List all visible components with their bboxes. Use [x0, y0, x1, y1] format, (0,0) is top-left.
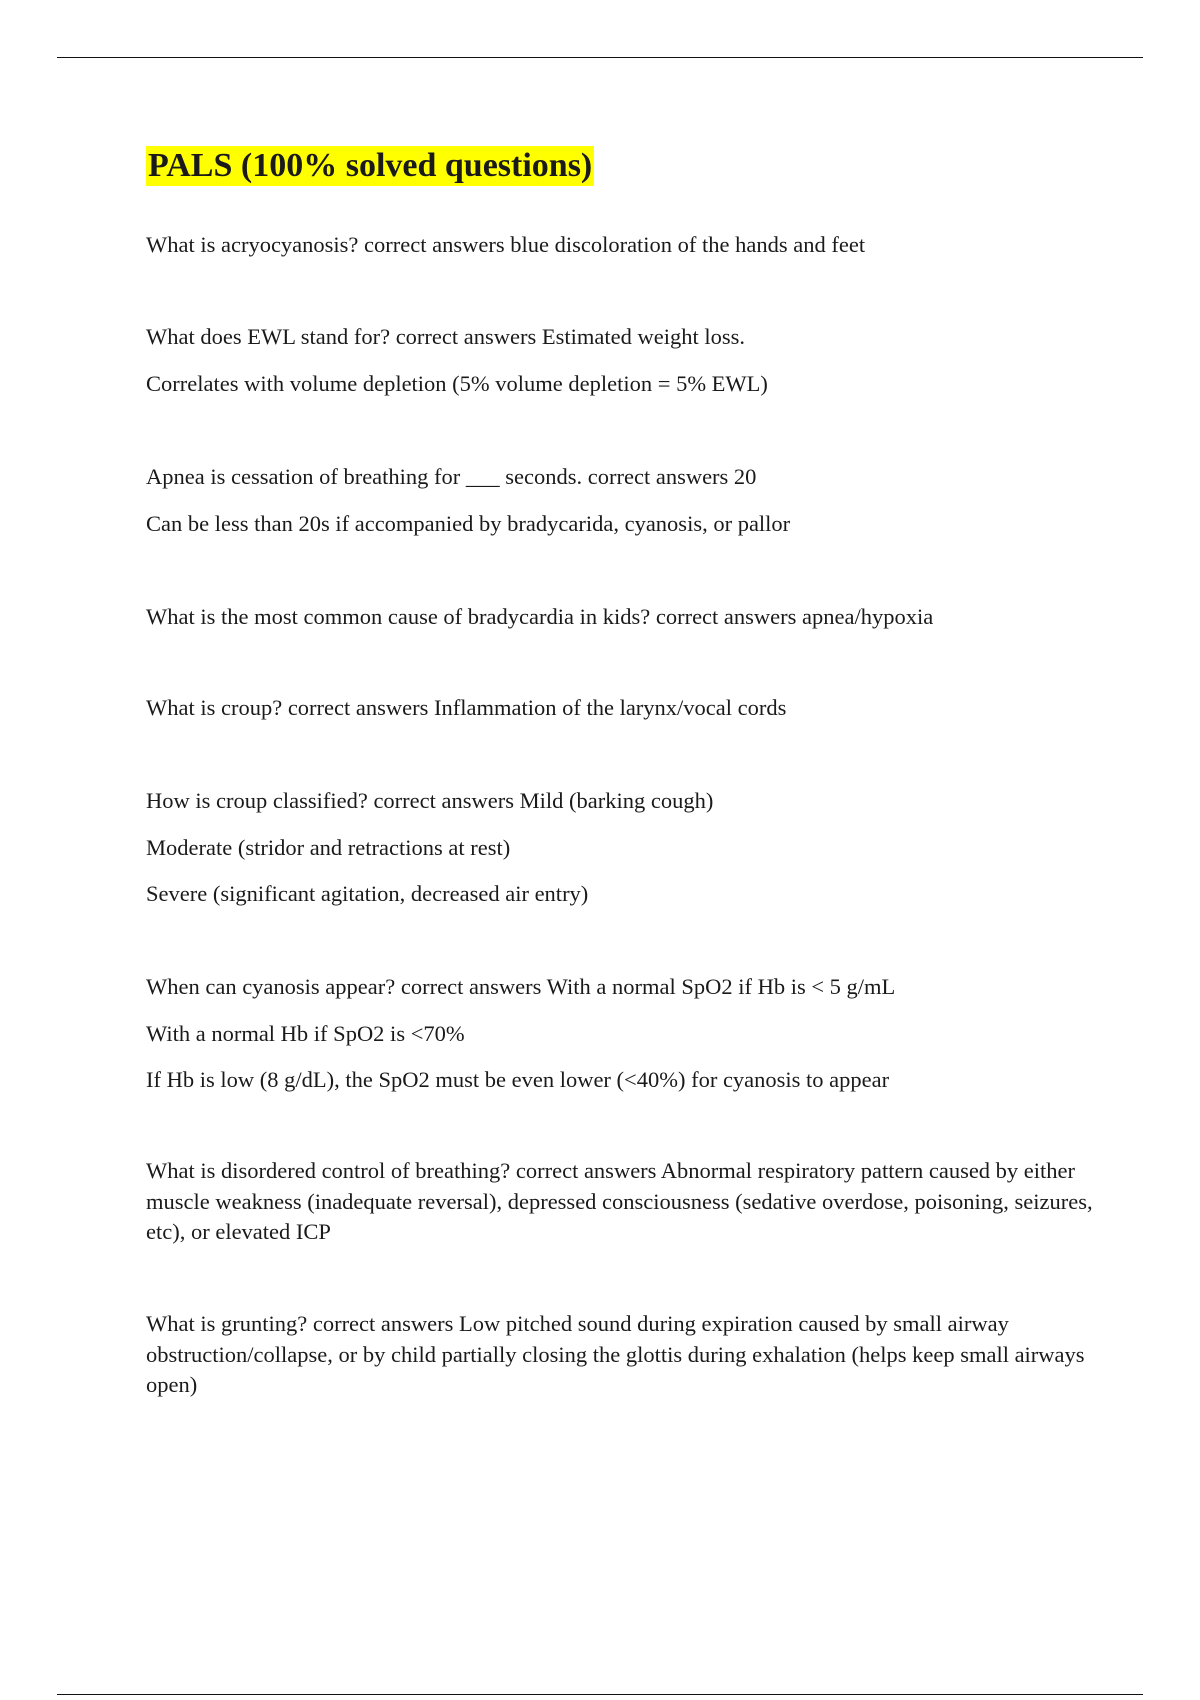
qa-cyanosis: When can cyanosis appear? correct answers With a normal SpO2 if Hb is < 5 g/mL: [146, 974, 896, 999]
header-divider: [57, 57, 1143, 58]
qa-croup-classification: How is croup classified? correct answers Mild (barking cough): [146, 788, 714, 813]
qa-acrocyanosis: What is acryocyanosis? correct answers blue discoloration of the hands and feet: [146, 232, 866, 257]
qa-apnea: Apnea is cessation of breathing for ___ seconds. correct answers 20: [146, 464, 757, 489]
footer-divider: [57, 1694, 1143, 1695]
qa-cyanosis-normal-hb: With a normal Hb if SpO2 is <70%: [146, 1021, 465, 1046]
qa-croup-moderate: Moderate (stridor and retractions at rest): [146, 835, 511, 860]
qa-ewl-detail: Correlates with volume depletion (5% volume depletion = 5% EWL): [146, 371, 768, 396]
qa-croup: What is croup? correct answers Inflammation of the larynx/vocal cords: [146, 695, 787, 720]
qa-disordered-breathing: What is disordered control of breathing? correct answers Abnormal respiratory pattern caused by either muscle weakness (inadequate reversal), depressed consciousness (sedative overdose, poisoning, seizures, etc), or elevated ICP: [146, 1158, 1093, 1244]
qa-ewl: What does EWL stand for? correct answers Estimated weight loss.: [146, 324, 745, 349]
qa-apnea-detail: Can be less than 20s if accompanied by bradycarida, cyanosis, or pallor: [146, 511, 791, 536]
qa-bradycardia: What is the most common cause of bradycardia in kids? correct answers apnea/hypoxia: [146, 604, 934, 629]
qa-cyanosis-low-hb: If Hb is low (8 g/dL), the SpO2 must be even lower (<40%) for cyanosis to appear: [146, 1067, 890, 1092]
document-title: PALS (100% solved questions): [148, 147, 593, 184]
qa-grunting: What is grunting? correct answers Low pitched sound during expiration caused by small airway obstruction/collapse, or by child partially closing the glottis during exhalation (helps keep small airways open): [146, 1311, 1085, 1397]
qa-croup-severe: Severe (significant agitation, decreased air entry): [146, 881, 589, 906]
